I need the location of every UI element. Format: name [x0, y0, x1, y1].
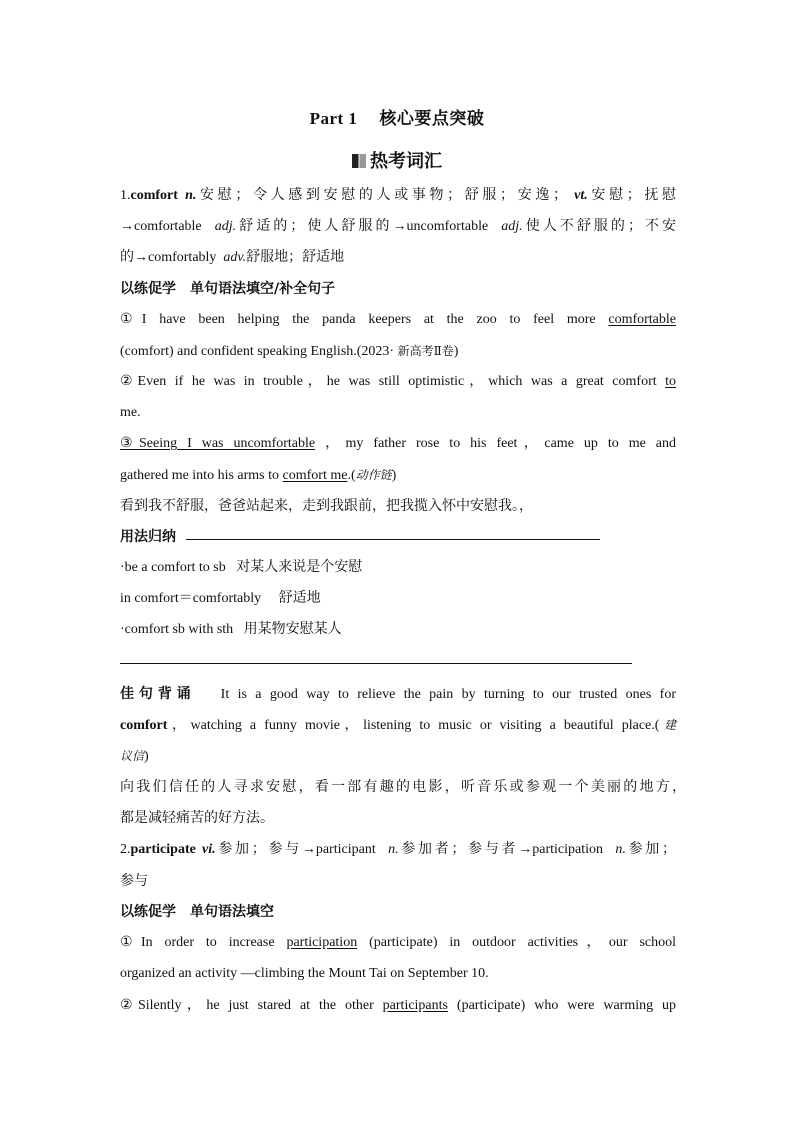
answer-blank: participation	[286, 935, 358, 950]
sentence-title: 佳句背诵	[120, 686, 196, 702]
answer-blank: ③Seeing I was uncomfortable	[120, 436, 316, 451]
question-text: )	[453, 344, 459, 359]
sentence-text: ，watching a funny movie，listening to music or visiting a beautiful place.(	[167, 718, 660, 733]
question-text: )	[391, 468, 397, 483]
question-text: .(	[347, 468, 356, 483]
entry-number: 2.	[120, 842, 131, 857]
usage-meaning: 用某物安慰某人	[243, 622, 342, 637]
question-1	[120, 933, 676, 953]
usage-phrase: in comfort＝comfortably	[120, 591, 262, 606]
question-text: (participate) who were warming up	[456, 998, 677, 1013]
practice-title: 以练促学 单句语法填空/补全句子	[120, 281, 336, 297]
source-tag: 动作链	[355, 468, 392, 482]
usage-item	[120, 558, 676, 578]
question-text: ，my father rose to his feet，came up to me and	[325, 436, 676, 451]
sentence-line-1	[120, 684, 676, 705]
definition: 参加；参与→participant	[215, 842, 376, 857]
answer-blank: comfortable	[608, 312, 676, 327]
sentence-line-2	[120, 715, 676, 736]
question-1	[120, 310, 676, 330]
sentence-translation-2: 都是减轻痛苦的好方法。	[120, 810, 274, 826]
usage-meaning: 舒适地	[278, 591, 321, 606]
question-3-translation: 看到我不舒服，爸爸站起来，走到我跟前，把我揽入怀中安慰我。，	[120, 498, 533, 514]
question-2-cont: me.	[120, 405, 141, 420]
question-3	[120, 434, 676, 454]
pos-label: n.	[388, 842, 399, 857]
answer-blank: to	[665, 374, 676, 389]
derivative: →comfortable	[120, 219, 202, 234]
question-text: ①I have been helping the panda keepers at the zoo to feel more	[120, 312, 596, 327]
question-2	[120, 372, 676, 392]
source-tag: 新高考Ⅱ卷	[397, 344, 454, 358]
usage-rule	[186, 539, 600, 540]
practice-title: 以练促学 单句语法填空	[120, 904, 274, 920]
keyword: comfort	[120, 718, 168, 733]
entry1-line2	[120, 217, 676, 237]
entry1-line1: 1.comfort n.安慰；令人感到安慰的人或事物；舒服；安逸； vt.安慰；抚慰	[120, 188, 677, 203]
headword: comfort	[130, 188, 178, 203]
question-2	[120, 996, 676, 1016]
pos-label: n.	[185, 188, 197, 203]
entry-number: 1.	[120, 188, 131, 203]
definition: 舒服地；舒适地	[246, 250, 345, 265]
pos-label: n.	[615, 842, 626, 857]
entry2-line2: 参与	[120, 873, 148, 889]
source-tag: 议信	[120, 749, 145, 763]
sentence-text: It is a good way to relieve the pain by turning to our trusted ones for	[220, 687, 677, 702]
question-1-cont	[120, 341, 676, 362]
usage-item	[120, 620, 676, 640]
pos-label: adj.	[214, 219, 237, 234]
question-1-cont: organized an activity —climbing the Mount Tai on September 10.	[120, 966, 489, 981]
pos-label: adv.	[223, 250, 247, 265]
section-heading	[0, 147, 794, 173]
question-3-cont	[120, 465, 676, 486]
question-text: ①In order to increase	[120, 935, 275, 950]
definition: 安慰；抚慰	[587, 188, 677, 203]
sentence-line-3	[120, 746, 676, 767]
usage-item	[120, 589, 676, 609]
answer-blank: comfort me	[282, 468, 348, 483]
sentence-text: )	[144, 749, 149, 764]
headword: participate	[130, 842, 196, 857]
usage-title: 用法归纳	[120, 529, 176, 545]
usage-bottom-rule	[120, 663, 632, 664]
part-label: Part 1	[309, 109, 358, 128]
source-tag: 建	[659, 718, 676, 732]
derivative: 的→comfortably	[120, 250, 217, 265]
answer-blank: participants	[382, 998, 448, 1013]
definition: 舒适的；使人舒服的→uncomfortable	[236, 219, 489, 234]
entry2-line1	[120, 840, 676, 860]
page-title	[0, 104, 794, 129]
pos-label: adj.	[501, 219, 523, 234]
sentence-translation-1: 向我们信任的人寻求安慰，看一部有趣的电影，听音乐或参观一个美丽的地方，	[120, 779, 686, 795]
definition: 参加；	[625, 842, 677, 857]
definition: 安慰；令人感到安慰的人或事物；舒服；安逸	[196, 188, 554, 203]
question-text: (participate) in outdoor activities，our school	[369, 935, 677, 950]
usage-phrase: ·be a comfort to sb	[120, 560, 226, 575]
definition: 参加者；参与者→participation	[398, 842, 603, 857]
usage-phrase: ·comfort sb with sth	[120, 622, 234, 637]
question-text: gathered me into his arms to	[120, 468, 280, 483]
entry1-line3	[120, 248, 676, 268]
pos-label: vi.	[202, 842, 216, 857]
question-text: ②Even if he was in trouble，he was still optimistic，which was a great comfort	[120, 374, 657, 389]
section-marker-icon	[352, 154, 366, 168]
pos-label: vt.	[574, 188, 588, 203]
section-title: 热考词汇	[370, 151, 442, 172]
definition: 使人不舒服的；不安	[522, 219, 677, 234]
usage-meaning: 对某人来说是个安慰	[236, 560, 363, 575]
question-text: ②Silently，he just stared at the other	[120, 998, 374, 1013]
question-text: (comfort) and confident speaking English.(2023·	[120, 344, 395, 359]
part-title: 核心要点突破	[379, 109, 485, 129]
